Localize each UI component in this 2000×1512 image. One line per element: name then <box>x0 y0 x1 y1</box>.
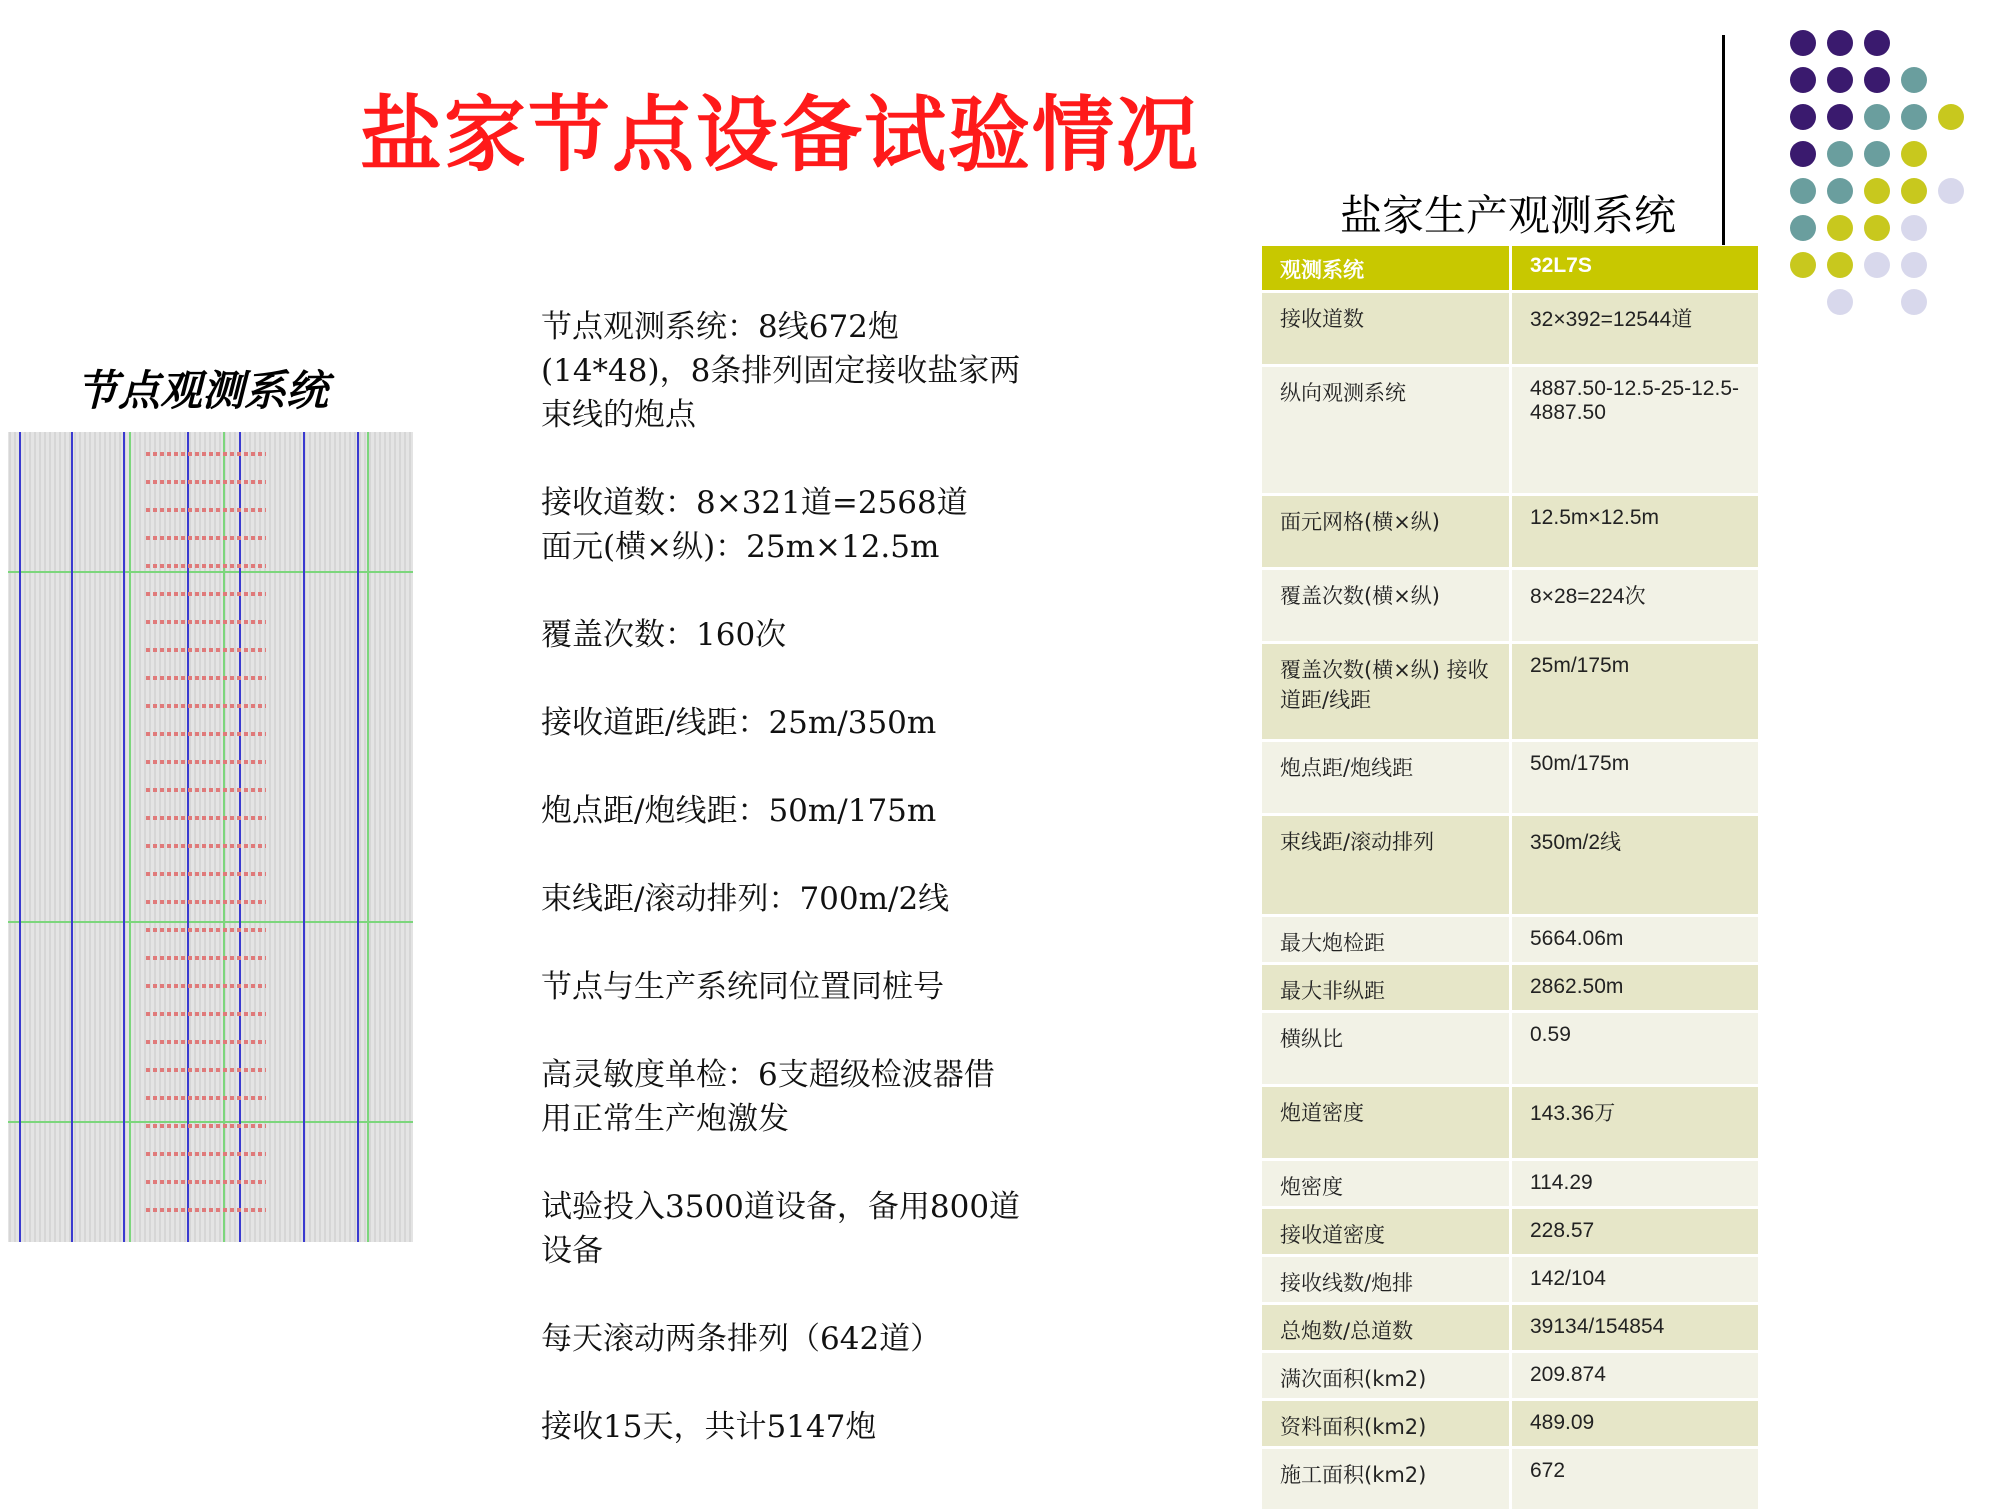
table-cell-value: 25m/175m <box>1512 644 1758 739</box>
table-cell-key: 最大炮检距 <box>1262 917 1512 962</box>
table-cell-key: 束线距/滚动排列 <box>1262 816 1512 914</box>
table-cell-key: 炮密度 <box>1262 1161 1512 1206</box>
decorative-dot <box>1827 289 1853 315</box>
decorative-dot <box>1901 289 1927 315</box>
decorative-dot <box>1790 30 1816 56</box>
table-header-cell: 观测系统 <box>1262 246 1512 290</box>
decorative-dot <box>1901 104 1927 130</box>
production-system-table <box>1262 246 1758 1512</box>
table-header-row <box>1262 246 1758 293</box>
desc-item: 炮点距/炮线距：50m/175m <box>541 793 937 829</box>
decorative-dot <box>1827 178 1853 204</box>
decorative-dot <box>1790 141 1816 167</box>
table-row <box>1262 1353 1758 1401</box>
decorative-dot <box>1827 30 1853 56</box>
table-row <box>1262 1305 1758 1353</box>
table-row <box>1262 1257 1758 1305</box>
table-cell-value: 489.09 <box>1512 1401 1758 1446</box>
decorative-dot <box>1827 252 1853 278</box>
table-cell-value: 209.874 <box>1512 1353 1758 1398</box>
table-row <box>1262 644 1758 742</box>
decorative-dot <box>1938 104 1964 130</box>
node-layout-figure <box>8 432 413 1242</box>
description-block <box>541 305 1021 1493</box>
decorative-dot <box>1901 67 1927 93</box>
decorative-dot <box>1938 178 1964 204</box>
decorative-dot <box>1864 30 1890 56</box>
decorative-dot <box>1864 67 1890 93</box>
table-cell-key: 面元网格(横×纵) <box>1262 496 1512 567</box>
decorative-dot <box>1901 215 1927 241</box>
table-cell-key: 炮道密度 <box>1262 1087 1512 1158</box>
table-cell-value: 350m/2线 <box>1512 816 1758 914</box>
decorative-dot <box>1901 141 1927 167</box>
slide-title: 盐家节点设备试验情况 <box>360 87 1201 183</box>
table-row <box>1262 917 1758 965</box>
table-cell-value: 8×28=224次 <box>1512 570 1758 641</box>
table-row <box>1262 367 1758 496</box>
table-cell-key: 横纵比 <box>1262 1013 1512 1084</box>
desc-item: 束线距/滚动排列：700m/2线 <box>541 881 950 917</box>
desc-item: 节点观测系统：8线672炮(14*48)，8条排列固定接收盐家两束线的炮点 <box>541 309 1021 433</box>
divider-line <box>1722 35 1725 245</box>
table-cell-key: 施工面积(km2) <box>1262 1449 1512 1509</box>
desc-item: 高灵敏度单检：6支超级检波器借用正常生产炮激发 <box>541 1057 995 1137</box>
decorative-dot <box>1901 252 1927 278</box>
layout-diagram <box>8 432 413 1242</box>
table-cell-key: 接收线数/炮排 <box>1262 1257 1512 1302</box>
table-cell-value: 672 <box>1512 1449 1758 1509</box>
desc-item: 每天滚动两条排列（642道） <box>541 1321 942 1357</box>
table-header-cell: 32L7S <box>1512 246 1758 290</box>
desc-item: 节点与生产系统同位置同桩号 <box>541 969 944 1005</box>
decorative-dot <box>1827 215 1853 241</box>
decorative-dot <box>1790 178 1816 204</box>
decorative-dot <box>1790 104 1816 130</box>
table-cell-value: 142/104 <box>1512 1257 1758 1302</box>
table-cell-value: 0.59 <box>1512 1013 1758 1084</box>
table-cell-key: 总炮数/总道数 <box>1262 1305 1512 1350</box>
decorative-dot <box>1864 141 1890 167</box>
table-cell-value: 2862.50m <box>1512 965 1758 1010</box>
desc-item: 面元(横×纵)：25m×12.5m <box>541 529 940 565</box>
desc-item: 覆盖次数：160次 <box>541 617 787 653</box>
decorative-dot <box>1864 215 1890 241</box>
table-cell-value: 12.5m×12.5m <box>1512 496 1758 567</box>
decorative-dot <box>1864 104 1890 130</box>
table-row <box>1262 1449 1758 1512</box>
table-cell-value: 50m/175m <box>1512 742 1758 813</box>
table-cell-key: 接收道数 <box>1262 293 1512 364</box>
table-cell-value: 39134/154854 <box>1512 1305 1758 1350</box>
table-cell-value: 143.36万 <box>1512 1087 1758 1158</box>
table-cell-value: 4887.50-12.5-25-12.5-4887.50 <box>1512 367 1758 493</box>
desc-item: 接收道距/线距：25m/350m <box>541 705 937 741</box>
table-cell-key: 满次面积(km2) <box>1262 1353 1512 1398</box>
decorative-dot <box>1827 141 1853 167</box>
decorative-dot <box>1864 178 1890 204</box>
decorative-dot-grid <box>1790 30 1990 330</box>
table-cell-value: 114.29 <box>1512 1161 1758 1206</box>
table-row <box>1262 816 1758 917</box>
table-cell-key: 资料面积(km2) <box>1262 1401 1512 1446</box>
decorative-dot <box>1901 178 1927 204</box>
table-row <box>1262 1013 1758 1087</box>
decorative-dot <box>1864 252 1890 278</box>
desc-item: 试验投入3500道设备，备用800道设备 <box>541 1189 1021 1269</box>
table-row <box>1262 1401 1758 1449</box>
desc-item: 接收15天，共计5147炮 <box>541 1409 877 1445</box>
table-cell-key: 最大非纵距 <box>1262 965 1512 1010</box>
table-row <box>1262 1087 1758 1161</box>
table-cell-key: 纵向观测系统 <box>1262 367 1512 493</box>
table-row <box>1262 496 1758 570</box>
table-row <box>1262 965 1758 1013</box>
production-system-heading: 盐家生产观测系统 <box>1340 191 1677 240</box>
decorative-dot <box>1827 67 1853 93</box>
node-system-heading: 节点观测系统 <box>76 366 329 415</box>
desc-item: 接收道数：8×321道=2568道 <box>541 485 968 521</box>
decorative-dot <box>1790 67 1816 93</box>
decorative-dot <box>1790 215 1816 241</box>
table-row <box>1262 1161 1758 1209</box>
table-row <box>1262 742 1758 816</box>
table-row <box>1262 570 1758 644</box>
table-cell-value: 228.57 <box>1512 1209 1758 1254</box>
table-row <box>1262 1209 1758 1257</box>
table-cell-key: 覆盖次数(横×纵) 接收道距/线距 <box>1262 644 1512 739</box>
decorative-dot <box>1790 252 1816 278</box>
table-cell-key: 覆盖次数(横×纵) <box>1262 570 1512 641</box>
table-cell-value: 32×392=12544道 <box>1512 293 1758 364</box>
table-cell-key: 接收道密度 <box>1262 1209 1512 1254</box>
decorative-dot <box>1827 104 1853 130</box>
table-cell-value: 5664.06m <box>1512 917 1758 962</box>
table-cell-key: 炮点距/炮线距 <box>1262 742 1512 813</box>
table-row <box>1262 293 1758 367</box>
